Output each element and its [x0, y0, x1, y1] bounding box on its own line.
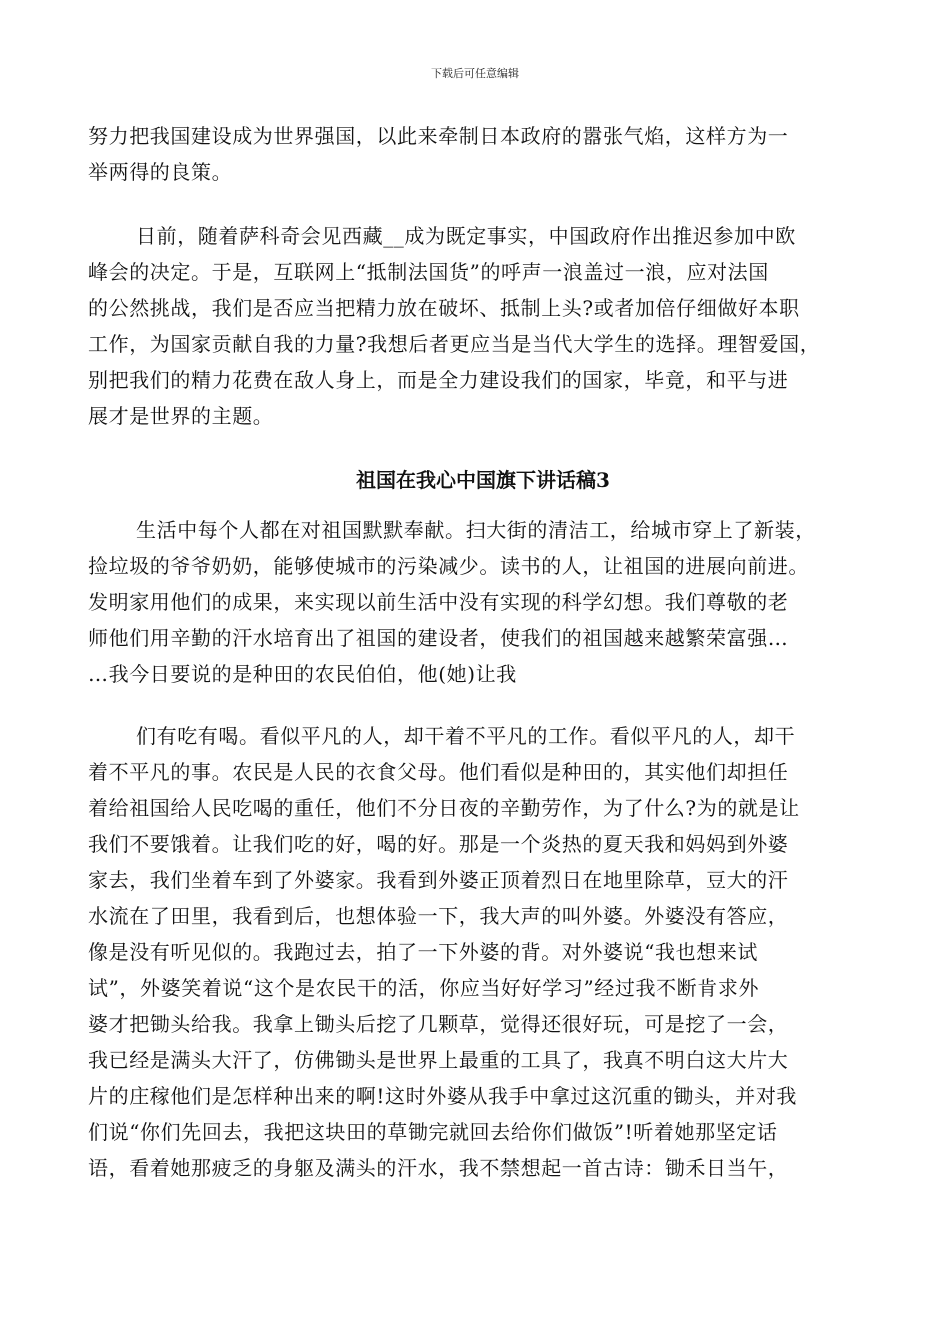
document-body	[88, 118, 868, 1186]
text-line: 师他们用辛勤的汗水培育出了祖国的建设者，使我们的祖国越来越繁荣富强…	[88, 626, 789, 650]
text-line: 我们不要饿着。让我们吃的好，喝的好。那是一个炎热的夏天我和妈妈到外婆	[88, 832, 789, 856]
text-line: 们说“你们先回去，我把这块田的草锄完就回去给你们做饭”!听着她那坚定话	[88, 1120, 778, 1144]
text-line: 努力把我国建设成为世界强国，以此来牵制日本政府的嚣张气焰，这样方为一	[88, 124, 789, 148]
text-line: 发明家用他们的成果，来实现以前生活中没有实现的科学幻想。我们尊敬的老	[88, 590, 789, 614]
section-title: 祖国在我心中国旗下讲话稿3	[356, 468, 610, 492]
text-line: 试”，外婆笑着说“这个是农民干的活，你应当好好学习”经过我不断肯求外	[88, 976, 760, 1000]
text-line: 着不平凡的事。农民是人民的衣食父母。他们看似是种田的，其实他们却担任	[88, 760, 789, 784]
text-line: 捡垃圾的爷爷奶奶，能够使城市的污染减少。读书的人，让祖国的进展向前进。	[88, 554, 809, 578]
paragraph-2	[88, 218, 868, 434]
text-line: 像是没有听见似的。我跑过去，拍了一下外婆的背。对外婆说“我也想来试	[88, 940, 759, 964]
text-line: 片的庄稼他们是怎样种出来的啊!这时外婆从我手中拿过这沉重的锄头，并对我	[88, 1084, 798, 1108]
text-line: 的公然挑战，我们是否应当把精力放在破坏、抵制上头?或者加倍仔细做好本职	[88, 296, 800, 320]
text-line: 日前，随着萨科奇会见西藏__成为既定事实，中国政府作出推迟参加中欧	[136, 224, 796, 248]
text-line: 峰会的决定。于是，互联网上“抵制法国货”的呼声一浪盖过一浪，应对法国	[88, 260, 769, 284]
text-line: 水流在了田里，我看到后，也想体验一下，我大声的叫外婆。外婆没有答应，	[88, 904, 789, 928]
text-line: 举两得的良策。	[88, 160, 233, 184]
text-line: 着给祖国给人民吃喝的重任，他们不分日夜的辛勤劳作，为了什么?为的就是让	[88, 796, 800, 820]
paragraph-3	[88, 512, 868, 692]
text-line: 别把我们的精力花费在敌人身上，而是全力建设我们的国家，毕竟，和平与进	[88, 368, 789, 392]
text-line: 我已经是满头大汗了，仿佛锄头是世界上最重的工具了，我真不明白这大片大	[88, 1048, 789, 1072]
page-header: 下载后可任意编辑	[431, 67, 519, 80]
paragraph-1	[88, 118, 868, 190]
text-line: 婆才把锄头给我。我拿上锄头后挖了几颗草，觉得还很好玩，可是挖了一会，	[88, 1012, 789, 1036]
text-line: 家去，我们坐着车到了外婆家。我看到外婆正顶着烈日在地里除草，豆大的汗	[88, 868, 789, 892]
text-line: 们有吃有喝。看似平凡的人，却干着不平凡的工作。看似平凡的人，却干	[136, 724, 796, 748]
text-line: 生活中每个人都在对祖国默默奉献。扫大街的清洁工，给城市穿上了新装，	[136, 518, 816, 542]
text-line: 工作，为国家贡献自我的力量?我想后者更应当是当代大学生的选择。理智爱国，	[88, 332, 821, 356]
text-line: …我今日要说的是种田的农民伯伯，他(她)让我	[88, 662, 517, 686]
text-line: 语，看着她那疲乏的身躯及满头的汗水，我不禁想起一首古诗：锄禾日当午，	[88, 1156, 789, 1180]
paragraph-4	[88, 718, 868, 1186]
text-line: 展才是世界的主题。	[88, 404, 274, 428]
